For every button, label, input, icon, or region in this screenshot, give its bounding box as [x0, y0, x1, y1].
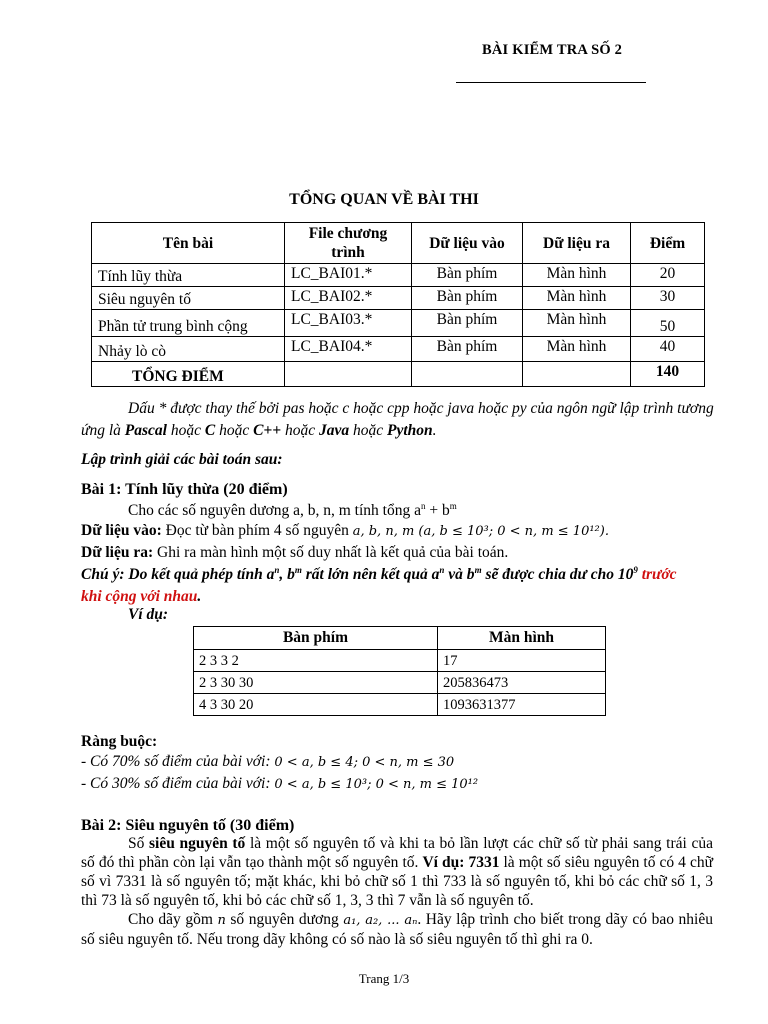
cell-points: 40: [631, 337, 705, 362]
cell-empty: [285, 362, 412, 387]
cell-points: 30: [631, 287, 705, 310]
overview-title: TỔNG QUAN VỀ BÀI THI: [289, 191, 479, 208]
col-diem: Điểm: [631, 223, 705, 264]
bai2-task: Cho dãy gồm n số nguyên dương a₁, a₂, ... aₙ. Hãy lập trình cho biết trong dãy có bao nhiêu số siêu nguyên tố. Nếu trong dãy không có số nào là số siêu nguyên tố thì ghi ra 0.: [81, 911, 713, 948]
overview-header-row: [92, 223, 705, 264]
table-row: [92, 264, 705, 287]
exam-title: BÀI KIỂM TRA SỐ 2: [482, 42, 623, 58]
cell-name: Tính lũy thừa: [92, 264, 285, 287]
cell-output: Màn hình: [523, 287, 631, 310]
language-note: Dấu * được thay thế bởi pas hoặc c hoặc cpp hoặc java hoặc py của ngôn ngữ lập trình tương ứng là Pascal hoặc C hoặc C++ hoặc Java hoặc Python.: [81, 400, 714, 439]
cell-input: Bàn phím: [412, 264, 523, 287]
overview-total-row: [92, 362, 705, 387]
col-du-lieu-vao: Dữ liệu vào: [412, 223, 523, 264]
instruction: Lập trình giải các bài toán sau:: [81, 451, 283, 468]
title-underline: [456, 82, 646, 83]
cell-output: Màn hình: [523, 337, 631, 362]
example-input: 2 3 30 30: [194, 672, 438, 694]
col-man-hinh: Màn hình: [438, 627, 606, 650]
bai2-description: Số siêu nguyên tố là một số nguyên tố và khi ta bỏ lần lượt các chữ số từ phải sang trái của số đó thì phần còn lại vẫn tạo thành một số nguyên tố. Ví dụ: 7331 là một số siêu nguyên tố có 4 chữ số vì 7331 là số nguyên tố; mặt khác, khi bỏ chữ số 1 thì 733 là số nguyên tố, khi bỏ các chữ số 1, 3 thì 73 là số nguyên tố, khi bỏ các chữ số 1, 3, 3 thì 7 vẫn là số nguyên tố.: [81, 835, 714, 909]
example-output: 1093631377: [438, 694, 606, 716]
bai1-note: Chú ý: Do kết quả phép tính $a^n$, $b^m$ rất lớn nên kết quả $a^n$ và $b^m$ sẽ được chia dư cho $10^9$ trước khi cộng với nhau.: [81, 564, 677, 605]
col-ban-phim: Bàn phím: [194, 627, 438, 650]
cell-name: Siêu nguyên tố: [92, 287, 285, 310]
cell-input: Bàn phím: [412, 310, 523, 337]
table-row: [194, 650, 606, 672]
total-points: 140: [631, 362, 705, 387]
example-input: 2 3 3 2: [194, 650, 438, 672]
example-output: 17: [438, 650, 606, 672]
cell-file: LC_BAI04.*: [285, 337, 412, 362]
constraints-label: Ràng buộc:: [81, 733, 158, 750]
cell-file: LC_BAI01.*: [285, 264, 412, 287]
example-output: 205836473: [438, 672, 606, 694]
col-ten-bai: Tên bài: [92, 223, 285, 264]
table-row: [92, 337, 705, 362]
cell-output: Màn hình: [523, 310, 631, 337]
cell-points: 20: [631, 264, 705, 287]
table-row: [194, 672, 606, 694]
page-number: Trang 1/3: [358, 971, 410, 986]
cell-empty: [412, 362, 523, 387]
example-table: [193, 626, 606, 716]
cell-output: Màn hình: [523, 264, 631, 287]
bai1-description: Cho các số nguyên dương a, b, n, m tính tổng $a^n + b^m$: [128, 500, 457, 519]
cell-file: LC_BAI02.*: [285, 287, 412, 310]
example-label: Ví dụ:: [128, 606, 169, 623]
table-row: [92, 287, 705, 310]
cell-points: 50: [631, 310, 705, 337]
constraint-30: - Có 30% số điểm của bài với: 0 < a, b ≤ 10³; 0 < n, m ≤ 10¹²: [81, 775, 479, 792]
bai2-heading: Bài 2: Siêu nguyên tố (30 điểm): [81, 817, 295, 834]
cell-file: LC_BAI03.*: [285, 310, 412, 337]
cell-empty: [523, 362, 631, 387]
cell-name: Nhảy lò cò: [92, 337, 285, 362]
overview-table: [91, 222, 705, 387]
total-label: TỔNG ĐIỂM: [92, 362, 285, 387]
cell-input: Bàn phím: [412, 337, 523, 362]
bai1-heading: Bài 1: Tính lũy thừa (20 điểm): [81, 481, 288, 498]
bai1-input: Dữ liệu vào: Đọc từ bàn phím 4 số nguyên a, b, n, m (a, b ≤ 10³; 0 < n, m ≤ 10¹²).: [81, 522, 609, 539]
table-row: [194, 694, 606, 716]
bai1-output: Dữ liệu ra: Ghi ra màn hình một số duy nhất là kết quả của bài toán.: [81, 544, 509, 561]
cell-input: Bàn phím: [412, 287, 523, 310]
example-input: 4 3 30 20: [194, 694, 438, 716]
example-header-row: [194, 627, 606, 650]
col-file: File chương trình: [285, 223, 412, 264]
table-row: [92, 310, 705, 337]
col-du-lieu-ra: Dữ liệu ra: [523, 223, 631, 264]
constraint-70: - Có 70% số điểm của bài với: 0 < a, b ≤ 4; 0 < n, m ≤ 30: [81, 753, 455, 770]
cell-name: Phần tử trung bình cộng: [92, 310, 285, 337]
